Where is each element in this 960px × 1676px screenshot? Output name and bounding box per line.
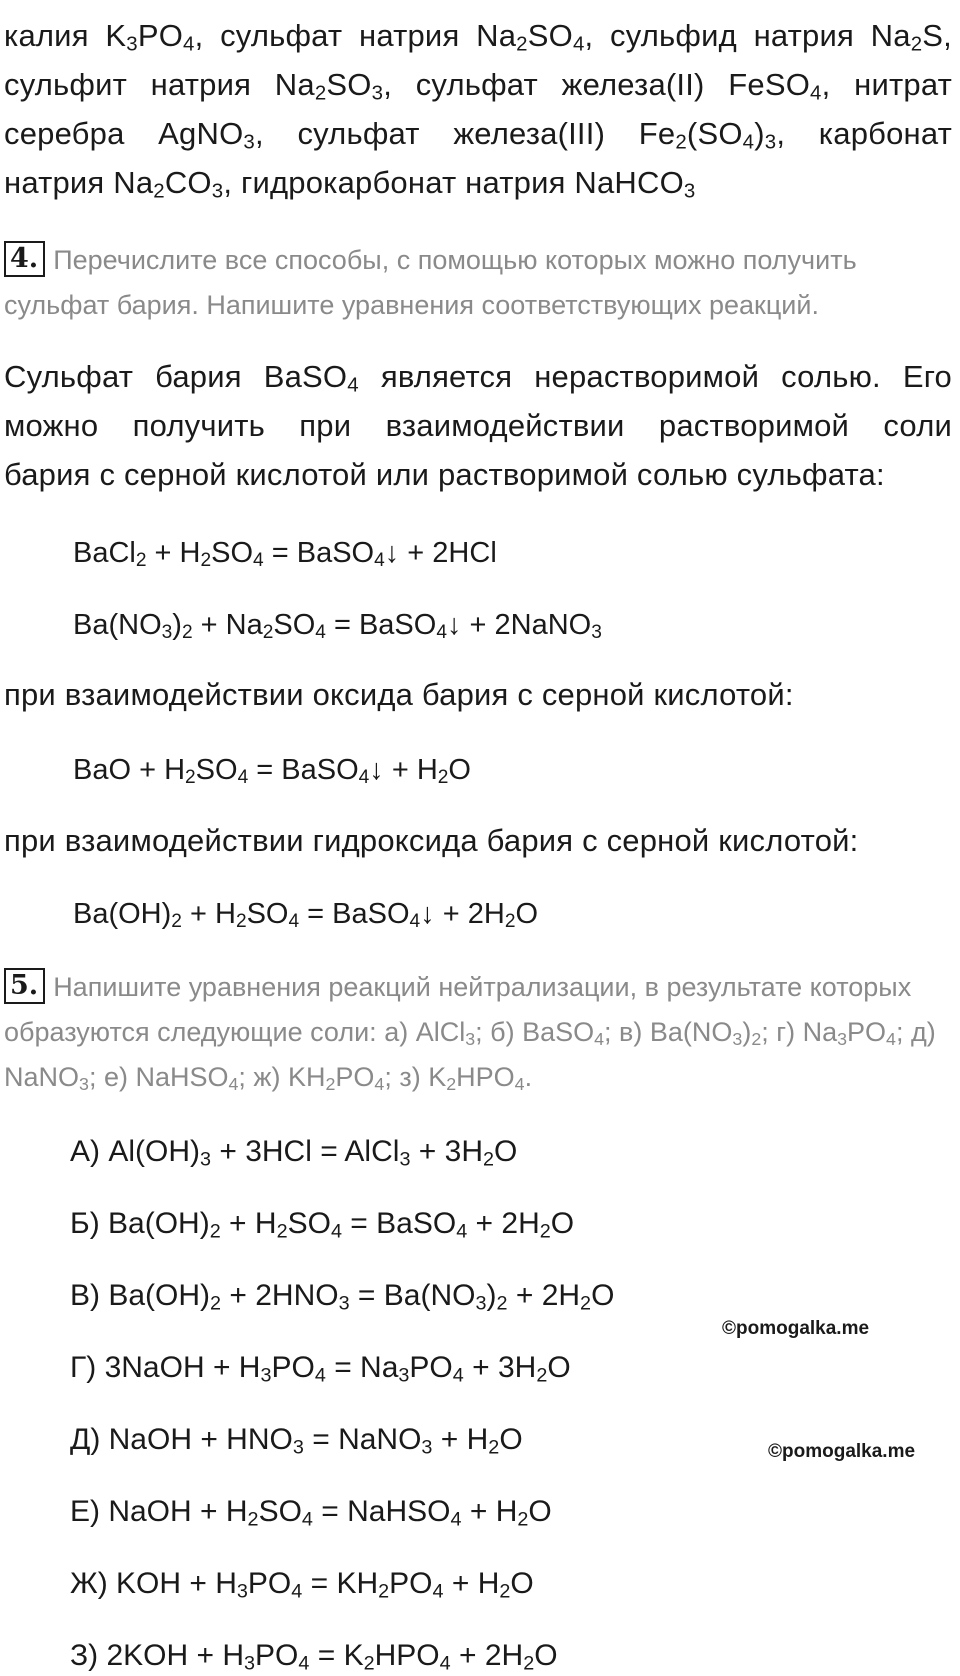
equation: В) $Ba(OH)_2 + 2HNO_3 = Ba(NO_3)_2 + 2H_2O$ (70, 1279, 615, 1315)
task-text: Напишите уравнения реакций нейтрализации, в результате которых образуются следующие соли: а) AlCl$_3$; б) BaSO$_4$; в) $Ba(NO_3)_2$; г) $Na_3PO_4$; д) NaNO$_3$; е) NaHSO$_4$; ж) $KH_2PO_4$; з) $K_2HPO_4$. (4, 972, 936, 1094)
equation: BaCl$_2$ + $H_2SO_4$ = BaSO$_4$↓ + 2HCl (73, 537, 497, 572)
intro-line: натрия $Na_2CO_3$, гидрокарбонат натрия NaHCO$_3$ (4, 165, 696, 203)
answer-line: при взаимодействии оксида бария с серной кислотой: (4, 677, 794, 712)
answer-line: бария с серной кислотой или растворимой солью сульфата: (4, 457, 885, 492)
answer-line: при взаимодействии гидроксида бария с серной кислотой: (4, 823, 859, 858)
task-4-question (4, 238, 952, 328)
task-5-question (4, 965, 952, 1100)
equation: А) $Al(OH)_3 + 3HCl$ = AlCl$_3$ + $3H_2O$ (70, 1135, 518, 1171)
equation: Б) $Ba(OH)_2 + H_2SO_4$ = BaSO$_4$ + $2H_2O$ (70, 1207, 575, 1243)
equation: BaO + $H_2SO_4$ = BaSO$_4$↓ + $H_2O$ (73, 754, 471, 789)
watermark: ©pomogalka.me (768, 1441, 916, 1462)
equation: $Ba(OH)_2 + H_2SO_4$ = BaSO$_4$↓ + $2H_2O$ (73, 898, 539, 933)
equation: Е) NaOH + $H_2SO_4$ = NaHSO$_4$ + $H_2O$ (70, 1495, 552, 1531)
equation: Ж) KOH + $H_3PO_4 = KH_2PO_4 + H_2O$ (70, 1567, 534, 1603)
task-number-badge: 5. (4, 968, 45, 1004)
equation: $Ba(NO_3)_2 + Na_2SO_4$ = BaSO$_4$↓ + 2NaNO$_3$ (73, 609, 602, 644)
intro-line: сульфит натрия $Na_2SO_3$, сульфат железа(II) FeSO$_4$, нитрат (4, 67, 952, 105)
watermark: ©pomogalka.me (722, 1318, 870, 1339)
equation: З) $2KOH + H_3PO_4 = K_2HPO_4 + 2H_2O$ (70, 1639, 558, 1675)
task-text: Перечислите все способы, с помощью которых можно получить сульфат бария. Напишите уравнения соответствующих реакций. (4, 245, 857, 320)
answer-line: можно получить при взаимодействии растворимой соли (4, 408, 952, 443)
equation: Г) 3NaOH + $H_3PO_4 = Na_3PO_4 + 3H_2O$ (70, 1351, 571, 1387)
answer-line: Сульфат бария BaSO$_4$ является нерастворимой солью. Его (4, 359, 952, 397)
task-number-badge: 4. (4, 241, 45, 277)
intro-line: калия $K_3PO_4$, сульфат натрия $Na_2SO_4$, сульфид натрия $Na_2S$, (4, 18, 952, 56)
equation: Д) NaOH + $HNO_3$ = NaNO$_3$ + $H_2O$ (70, 1423, 523, 1459)
intro-line: серебра AgNO$_3$, сульфат железа(III) $Fe_2(SO_4)_3$, карбонат (4, 116, 953, 154)
